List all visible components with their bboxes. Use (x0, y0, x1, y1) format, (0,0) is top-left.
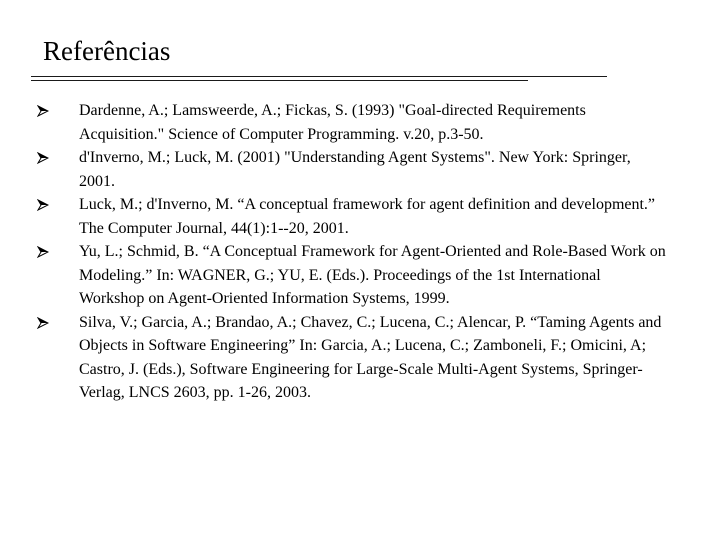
reference-text: Dardenne, A.; Lamsweerde, A.; Fickas, S. (1993) "Goal-directed Requirements Acquisition." Science of Computer Programming. v.20, p.3-50. (79, 102, 586, 143)
reference-text: Yu, L.; Schmid, B. “A Conceptual Framework for Agent-Oriented and Role-Based Work on Modeling.” In: WAGNER, G.; YU, E. (Eds.). Proceedings of the 1st International Workshop on Agent-Oriented Information Systems, 1999. (79, 243, 666, 307)
title-divider-line-upper (31, 76, 607, 77)
arrowhead-bullet-icon (37, 152, 49, 164)
title-divider (31, 76, 607, 82)
reference-text: Luck, M.; d'Inverno, M. “A conceptual framework for agent definition and development.” The Computer Journal, 44(1):1--20, 2001. (79, 196, 656, 237)
slide-title: Referências (43, 36, 171, 66)
arrowhead-bullet-icon (37, 105, 49, 117)
arrowhead-bullet-icon (37, 317, 49, 329)
reference-item-3 (0, 193, 667, 240)
title-divider-line-lower (31, 80, 528, 81)
reference-item-4 (0, 240, 667, 311)
reference-item-5 (0, 311, 667, 405)
reference-text: Silva, V.; Garcia, A.; Brandao, A.; Chavez, C.; Lucena, C.; Alencar, P. “Taming Agents and Objects in Software Engineering” In: Garcia, A.; Lucena, C.; Zamboneli, F.; Omicini, A; Castro, J. (Eds.), Software Engineering for Large-Scale Multi-Agent Systems, Springer-Verlag, LNCS 2603, pp. 1-26, 2003. (79, 313, 662, 401)
reference-text: d'Inverno, M.; Luck, M. (2001) "Understanding Agent Systems". New York: Springer, 2001. (79, 149, 631, 190)
reference-item-1 (0, 99, 667, 146)
arrowhead-bullet-icon (37, 199, 49, 211)
reference-item-2 (0, 146, 667, 193)
arrowhead-bullet-icon (37, 246, 49, 258)
reference-list (0, 99, 720, 405)
